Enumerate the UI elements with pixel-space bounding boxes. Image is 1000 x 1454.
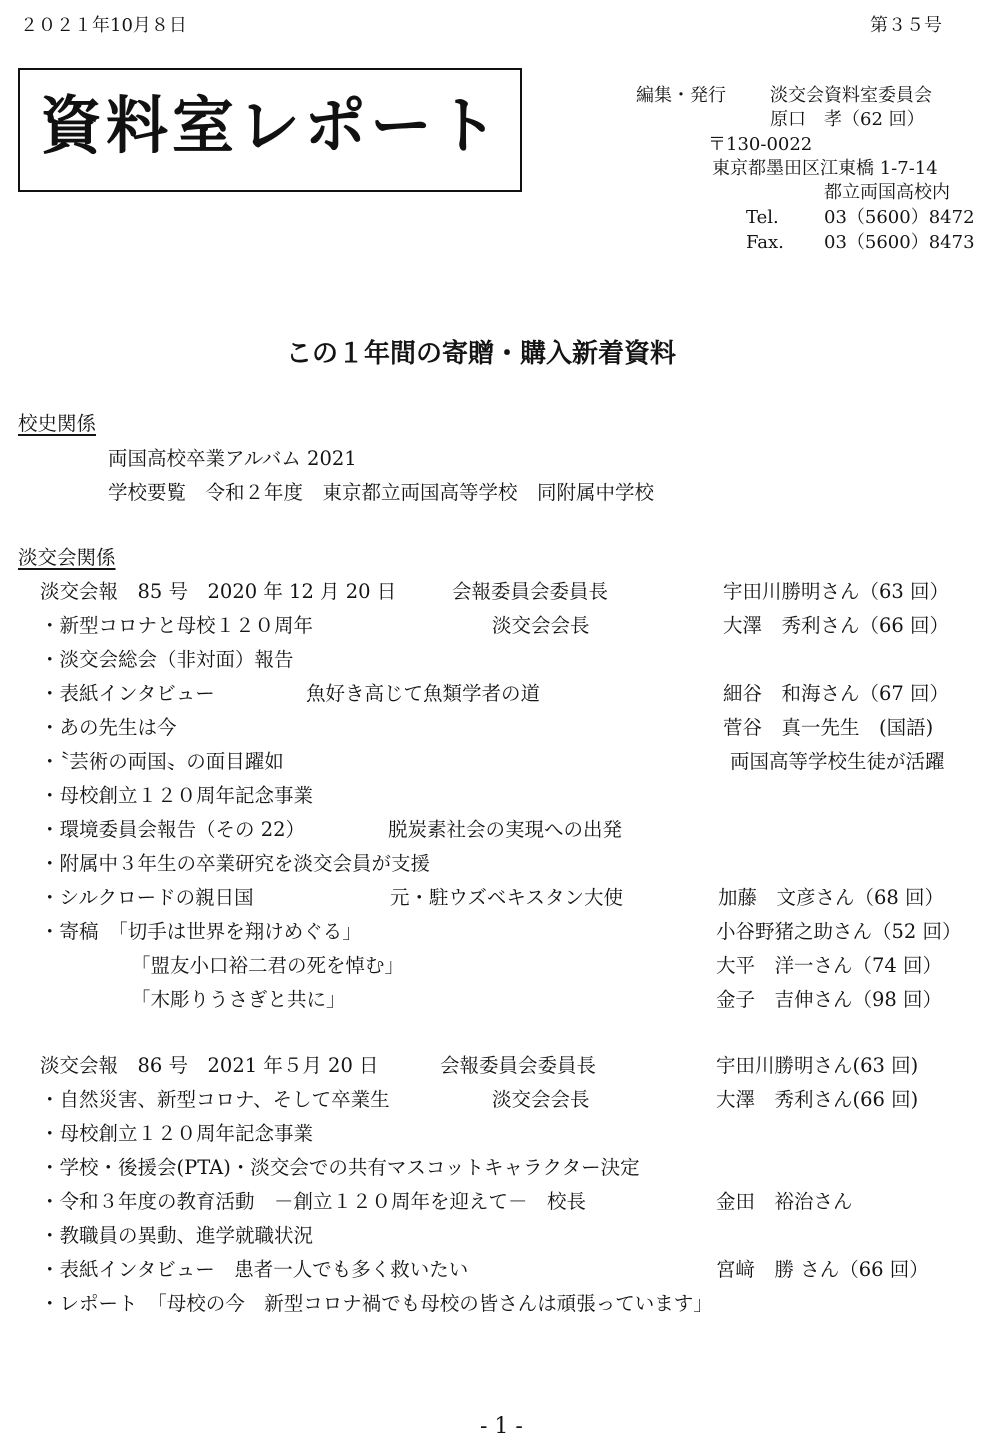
issue-date: ２０２１年10月８日 bbox=[20, 15, 187, 36]
postal-code: 〒130-0022 bbox=[708, 134, 813, 155]
fax-label: Fax. bbox=[746, 232, 784, 253]
tel-label: Tel. bbox=[746, 207, 779, 228]
article-person: 加藤 文彦さん（68 回） bbox=[718, 886, 945, 909]
article-title: ・シルクロードの親日国 bbox=[40, 886, 254, 909]
tel-number: 03（5600）8472 bbox=[824, 207, 975, 228]
list-item: 学校要覧 令和２年度 東京都立両国高等学校 同附属中学校 bbox=[108, 481, 655, 504]
article-subtitle: 脱炭素社会の実現への出発 bbox=[388, 818, 623, 841]
article-title: ・学校・後援会(PTA)・淡交会での共有マスコットキャラクター決定 bbox=[40, 1156, 640, 1179]
main-heading: この１年間の寄贈・購入新着資料 bbox=[286, 339, 677, 369]
article-role: 淡交会会長 bbox=[492, 614, 590, 637]
article-role: 淡交会会長 bbox=[492, 1088, 590, 1111]
article-person: 大澤 秀利さん(66 回) bbox=[716, 1088, 919, 1111]
article-title: ・〝芸術の両国〟の面目躍如 bbox=[40, 750, 284, 773]
report-title: 資料室レポート bbox=[40, 89, 503, 162]
article-person: 宮﨑 勝 さん（66 回） bbox=[716, 1258, 929, 1281]
article-title: ・淡交会総会（非対面）報告 bbox=[40, 648, 294, 671]
article-subtitle: 魚好き高じて魚類学者の道 bbox=[306, 682, 541, 705]
article-person: 両国高等学校生徒が活躍 bbox=[730, 750, 945, 773]
article-subtitle: 元・駐ウズベキスタン大使 bbox=[390, 886, 624, 909]
fax-number: 03（5600）8473 bbox=[824, 232, 975, 253]
section-heading-tankokai: 淡交会関係 bbox=[18, 546, 116, 569]
article-title: 「木彫りうさぎと共に」 bbox=[131, 988, 346, 1011]
issue-number: 第３５号 bbox=[870, 15, 942, 36]
article-person: 金子 吉伸さん（98 回） bbox=[716, 988, 943, 1011]
article-title: ・新型コロナと母校１２０周年 bbox=[40, 614, 314, 637]
article-title: ・自然災害、新型コロナ、そして卒業生 bbox=[40, 1088, 390, 1111]
article-title: ・あの先生は今 bbox=[40, 716, 177, 739]
article-title: ・環境委員会報告（その 22） bbox=[40, 818, 306, 841]
issue-85-label: 淡交会報 85 号 2020 年 12 月 20 日 bbox=[40, 580, 397, 603]
article-title: ・表紙インタビュー bbox=[40, 682, 215, 705]
publisher-label: 編集・発行 bbox=[636, 85, 726, 106]
article-title: ・附属中３年生の卒業研究を淡交会員が支援 bbox=[40, 852, 431, 875]
article-person: 菅谷 真一先生 (国語) bbox=[723, 716, 934, 739]
issue-86-role: 会報委員会委員長 bbox=[440, 1054, 597, 1077]
article-person: 小谷野猪之助さん（52 回） bbox=[716, 920, 962, 943]
publisher-editor: 原口 孝（62 回） bbox=[770, 109, 925, 130]
article-title: 「盟友小口裕二君の死を悼む」 bbox=[131, 954, 405, 977]
address-line-1: 東京都墨田区江東橋 1-7-14 bbox=[712, 158, 938, 179]
article-person: 細谷 和海さん（67 回） bbox=[723, 682, 950, 705]
publisher-org: 淡交会資料室委員会 bbox=[770, 85, 932, 106]
section-heading-school-history: 校史関係 bbox=[18, 412, 97, 435]
issue-86-person: 宇田川勝明さん(63 回) bbox=[716, 1054, 919, 1077]
article-title: ・令和３年度の教育活動 －創立１２０周年を迎えて－ 校長 bbox=[40, 1190, 587, 1213]
article-title: ・母校創立１２０周年記念事業 bbox=[40, 784, 314, 807]
article-title: ・母校創立１２０周年記念事業 bbox=[40, 1122, 314, 1145]
page-number: - 1 - bbox=[480, 1414, 523, 1439]
article-person: 金田 裕治さん bbox=[716, 1190, 853, 1213]
list-item: 両国高校卒業アルバム 2021 bbox=[108, 447, 357, 470]
article-person: 大平 洋一さん（74 回） bbox=[716, 954, 943, 977]
article-title: ・教職員の異動、進学就職状況 bbox=[40, 1224, 314, 1247]
issue-85-role: 会報委員会委員長 bbox=[452, 580, 609, 603]
issue-85-person: 宇田川勝明さん（63 回） bbox=[723, 580, 950, 603]
article-title: ・寄稿 「切手は世界を翔けめぐる」 bbox=[40, 920, 362, 943]
address-line-2: 都立両国高校内 bbox=[824, 182, 950, 203]
article-title: ・レポート 「母校の今 新型コロナ禍でも母校の皆さんは頑張っています」 bbox=[40, 1292, 713, 1315]
article-person: 大澤 秀利さん（66 回） bbox=[723, 614, 950, 637]
title-box bbox=[18, 68, 522, 192]
issue-86-label: 淡交会報 86 号 2021 年５月 20 日 bbox=[40, 1054, 379, 1077]
article-title: ・表紙インタビュー 患者一人でも多く救いたい bbox=[40, 1258, 469, 1281]
